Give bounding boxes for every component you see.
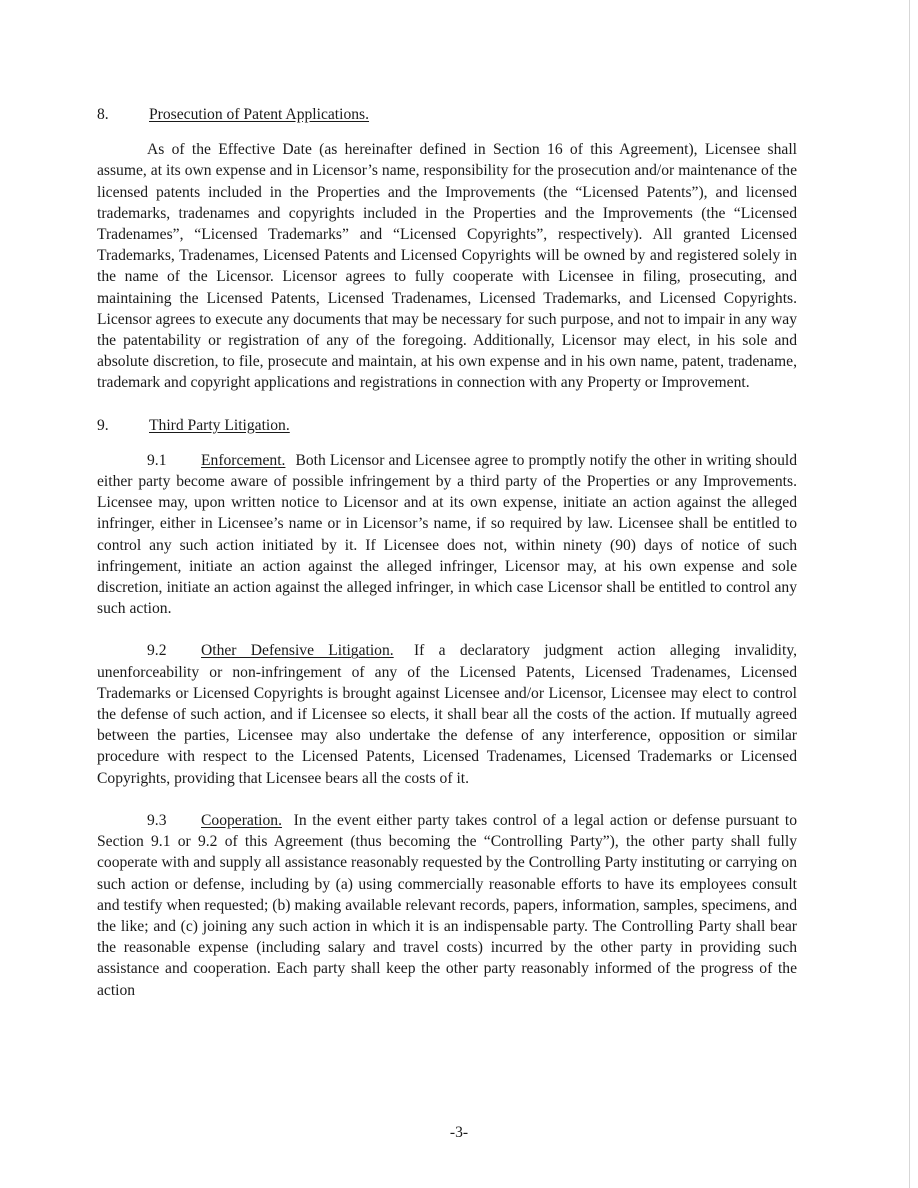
subsection-9-3-number: 9.3: [147, 811, 167, 829]
section-8-body: As of the Effective Date (as hereinafter defined in Section 16 of this Agreement), Licensee shall assume, at its own expense and in Licensor’s name, responsibility for the prosecution and/or maintenance of the licensed patents included in the Properties and the Improvements (the “Licensed Patents”), and licensed trademarks, tradenames and copyrights included in the Properties and the Improvements (the “Licensed Tradenames”, “Licensed Trademarks” and “Licensed Copyrights”, respectively). All granted Licensed Trademarks, Tradenames, Licensed Patents and Licensed Copyrights will be owned by and registered solely in the name of the Licensor. Licensor agrees to fully cooperate with Licensee in filing, prosecuting, and maintaining the Licensed Patents, Licensed Tradenames, Licensed Trademarks, and Licensed Copyrights. Licensor agrees to execute any documents that may be necessary for such purpose, and not to impair in any way the patentability or registration of any of the foregoing. Additionally, Licensor may elect, in his sole and absolute discretion, to file, prosecute and maintain, at his own expense and in his own name, patent, tradename, trademark and copyright applications and registrations in connection with any Property or Improvement.: [97, 141, 797, 392]
subsection-9-3-title: Cooperation.: [201, 811, 282, 829]
section-8-number: 8.: [97, 106, 109, 123]
subsection-9-2-number: 9.2: [147, 642, 167, 660]
section-8-title: Prosecution of Patent Applications.: [149, 106, 370, 123]
subsection-9-2-title: Other Defensive Litigation.: [201, 642, 394, 660]
subsection-9-1-body: Both Licensor and Licensee agree to promptly notify the other in writing should either party become aware of possible infringement by a third party of the Properties or any Improvements. Licensee may, upon written notice to Licensor and at its own expense, initiate an action against the alleged infringer, either in Licensee’s name or in Licensor’s name, if so required by law. Licensee shall be entitled to control any such action initiated by it. If Licensee does not, within ninety (90) days of notice of such infringement, initiate an action against the alleged infringer, Licensor may, at his own expense and sole discretion, initiate an action against the alleged infringer, in which case Licensor shall be entitled to control any such action.: [97, 451, 797, 618]
scan-edge-line: [909, 0, 910, 1188]
section-9-number: 9.: [97, 416, 109, 434]
subsection-9-1: [97, 450, 797, 620]
subsection-9-1-title: Enforcement.: [201, 451, 286, 469]
subsection-9-3: [97, 810, 797, 1001]
subsection-9-1-number: 9.1: [147, 451, 167, 469]
page-number: -3-: [449, 1124, 469, 1141]
section-9-heading: [97, 415, 797, 436]
section-9-title: Third Party Litigation.: [149, 416, 290, 434]
section-8-heading: [97, 104, 797, 125]
subsection-9-2: [97, 640, 797, 788]
subsection-9-3-body: In the event either party takes control of a legal action or defense pursuant to Section 9.1 or 9.2 of this Agreement (thus becoming the “Controlling Party”), the other party shall fully cooperate with and supply all assistance reasonably requested by the Controlling Party instituting or carrying on such action or defense, including by (a) using commercially reasonable efforts to have its employees consult and testify when requested; (b) making available relevant records, papers, information, samples, specimens, and the like; and (c) joining any such action in which it is an indispensable party. The Controlling Party shall bear the reasonable expense (including salary and travel costs) incurred by the other party in providing such assistance and cooperation. Each party shall keep the other party reasonably informed of the progress of the action: [97, 811, 797, 999]
page-content: [97, 104, 797, 1022]
subsection-9-2-body: If a declaratory judgment action alleging invalidity, unenforceability or non-infringement of any of the Licensed Patents, Licensed Tradenames, Licensed Trademarks or Licensed Copyrights is brought against Licensee and/or Licensor, Licensee may elect to control the defense of such action, and if Licensee so elects, it shall bear all the costs of the action. If mutually agreed between the parties, Licensee may also undertake the defense of any interference, opposition or similar procedure with respect to the Licensed Patents, Licensed Tradenames, Licensed Trademarks or Licensed Copyrights, providing that Licensee bears all the costs of it.: [97, 642, 798, 787]
